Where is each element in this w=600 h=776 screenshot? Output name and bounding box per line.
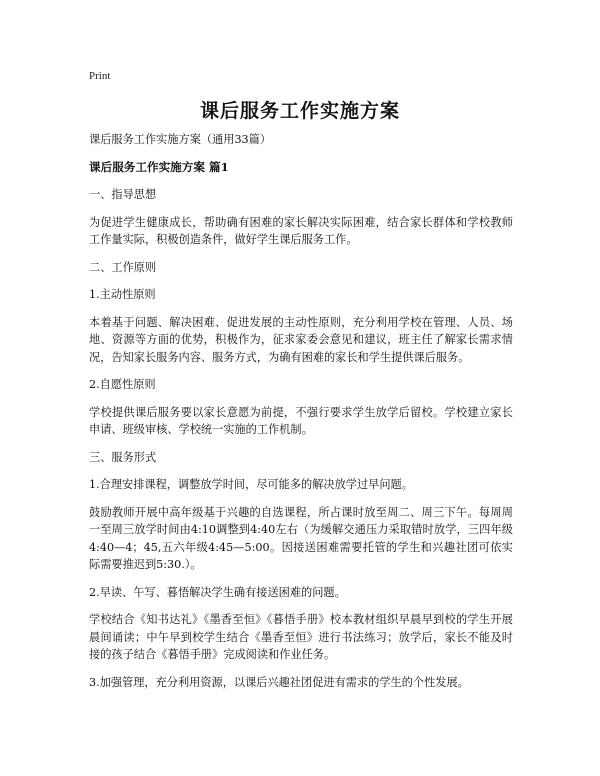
heading-service-forms: 三、服务形式	[89, 450, 157, 464]
paragraph: 本着基于问题、解决困难、促进发展的主动性原则，充分利用学校在管理、人员、场地、资源等方面的优势，积极作为，征求家委会意见和建议，班主任了解家长需求情况，告知家长服务内容、服务方式，为确有困难的家长和学生提供课后服务。	[89, 315, 513, 364]
document-body	[89, 131, 513, 701]
page-title: 课后服务工作实施方案	[199, 100, 400, 122]
subheading-initiative-principle: 1.主动性原则	[89, 288, 156, 301]
subheading-reading-writing: 2.早读、午写、暮悟解决学生确有接送困难的问题。	[89, 585, 346, 599]
print-link[interactable]: Print	[89, 70, 111, 82]
subheading-course-arrangement: 1.合理安排课程，调整放学时间，尽可能多的解决放学过早问题。	[89, 478, 413, 491]
heading-guiding-ideology: 一、指导思想	[89, 188, 157, 201]
paragraph: 为促进学生健康成长，帮助确有困难的家长解决实际困难，结合家长群体和学校教师工作量实际，积极创造条件，做好学生课后服务工作。	[89, 215, 513, 246]
subheading-voluntary-principle: 2.自愿性原则	[89, 378, 156, 391]
paragraph: 鼓励教师开展中高年级基于兴趣的自选课程，所占课时放至周二、周三下午。每周周一至周三放学时间由4:10调整到4:40左右（为缓解交通压力采取错时放学，三四年级4:40—4；45,五六年级4:45—5:00。因接送困难需要托管的学生和兴趣社团可依实际需要推迟到5:30.）。	[89, 505, 513, 571]
paragraph: 学校结合《知书达礼》《墨香至恒》《暮悟手册》校本教材组织早晨早到校的学生开展晨间诵读；中午早到校学生结合《墨香至恒》进行书法练习；放学后，家长不能及时接的孩子结合《暮悟手册》完成阅读和作业任务。	[89, 613, 513, 661]
heading-work-principles: 二、工作原则	[89, 260, 157, 274]
section-heading: 课后服务工作实施方案 篇1	[89, 159, 229, 174]
subheading-management: 3.加强管理，充分利用资源，以课后兴趣社团促进有需求的学生的个性发展。	[89, 675, 469, 689]
document-subtitle: 课后服务工作实施方案（通用33篇）	[89, 133, 272, 146]
paragraph: 学校提供课后服务要以家长意愿为前提，不强行要求学生放学后留校。学校建立家长申请、班级审核、学校统一实施的工作机制。	[89, 405, 513, 436]
